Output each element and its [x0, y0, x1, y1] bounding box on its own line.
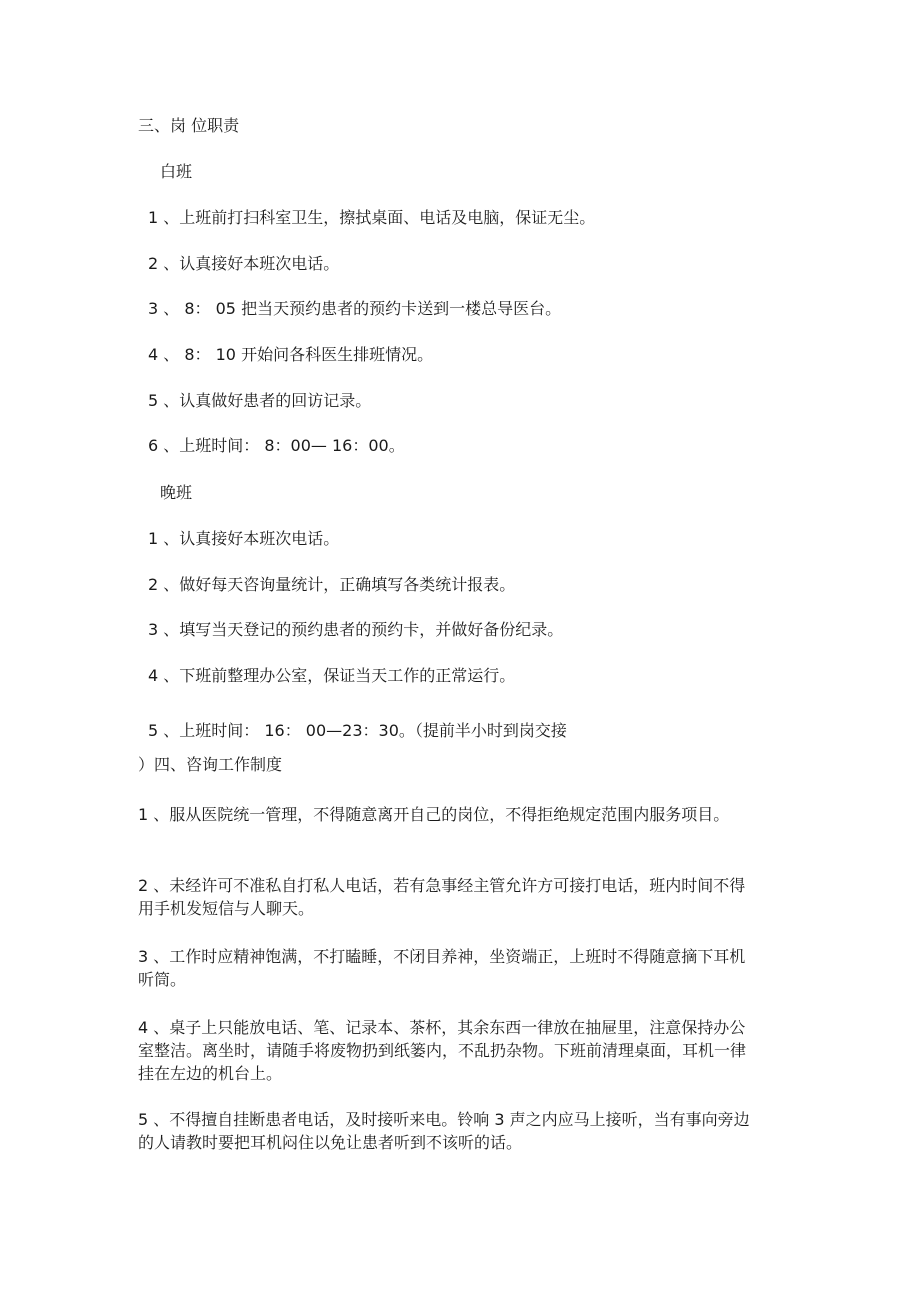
- night-shift-item-2: 2 、做好每天咨询量统计，正确填写各类统计报表。: [148, 575, 516, 594]
- night-shift-item-5: 5 、上班时间： 16： 00—23：30。（提前半小时到岗交接: [148, 721, 567, 740]
- day-shift-item-3: 3 、 8： 05 把当天预约患者的预约卡送到一楼总导医台。: [148, 299, 562, 318]
- section-title-job-duties: 三、岗 位职责: [138, 116, 240, 135]
- rule-item-2: 2 、未经许可不准私自打私人电话，若有急事经主管允许方可接打电话，班内时间不得用手机发短信与人聊天。: [138, 876, 746, 918]
- rule-item-4: 4 、桌子上只能放电话、笔、记录本、茶杯，其余东西一律放在抽屉里，注意保持办公室整洁。离坐时，请随手将废物扔到纸篓内，不乱扔杂物。下班前清理桌面，耳机一律挂在左边的机台上。: [138, 1018, 747, 1083]
- night-shift-item-3: 3 、填写当天登记的预约患者的预约卡，并做好备份纪录。: [148, 620, 564, 639]
- day-shift-item-1: 1 、上班前打扫科室卫生，擦拭桌面、电话及电脑，保证无尘。: [148, 208, 596, 227]
- section-title-consultation-rules: ）四、咨询工作制度: [138, 755, 283, 774]
- day-shift-item-2: 2 、认真接好本班次电话。: [148, 254, 340, 273]
- rule-item-5: 5 、不得擅自挂断患者电话，及时接听来电。铃响 3 声之内应马上接听，当有事向旁边的人请教时要把耳机闷住以免让患者听到不该听的话。: [138, 1110, 750, 1152]
- rule-item-1: 1 、服从医院统一管理，不得随意离开自己的岗位，不得拒绝规定范围内服务项目。: [138, 805, 730, 824]
- rule-item-3: 3 、工作时应精神饱满，不打瞌睡，不闭目养神，坐资端正，上班时不得随意摘下耳机听筒。: [138, 947, 746, 989]
- day-shift-heading: 白班: [160, 162, 193, 181]
- day-shift-item-4: 4 、 8： 10 开始问各科医生排班情况。: [148, 345, 434, 364]
- day-shift-item-5: 5 、认真做好患者的回访记录。: [148, 391, 372, 410]
- day-shift-item-6: 6 、上班时间： 8：00— 16：00。: [148, 436, 405, 455]
- night-shift-heading: 晚班: [160, 483, 193, 502]
- night-shift-item-1: 1 、认真接好本班次电话。: [148, 529, 340, 548]
- night-shift-item-4: 4 、下班前整理办公室，保证当天工作的正常运行。: [148, 666, 516, 685]
